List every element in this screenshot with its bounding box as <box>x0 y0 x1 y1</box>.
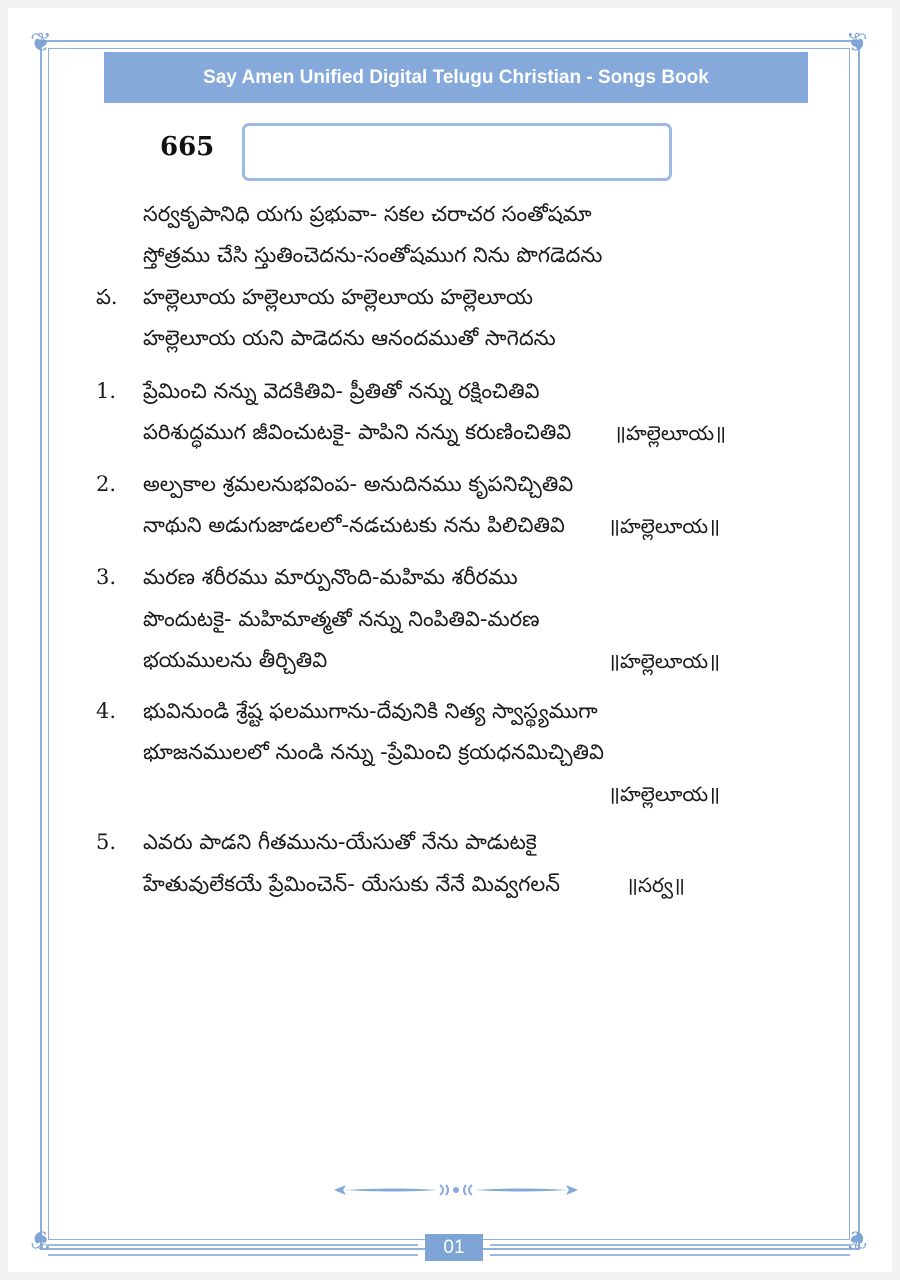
verse-line: పొందుటకై- మహిమాత్మతో నన్ను నింపితివి-మరణ <box>143 607 540 631</box>
verse-line: అల్పకాల శ్రమలనుభవింప- అనుదినము కృపనిచ్చితివి <box>143 472 574 496</box>
chorus-label: ప. <box>96 285 118 309</box>
verse-label: 1. <box>96 379 117 403</box>
footer-divider-ornament-icon <box>334 1182 578 1198</box>
intro-line: సర్వకృపానిధి యగు ప్రభువా- సకల చరాచర సంతోషమా <box>143 202 592 226</box>
verse-line: హేతువులేకయే ప్రేమించెన్- యేసుకు నేనే మివ్వగలన్ <box>143 872 561 896</box>
footer-line <box>490 1244 850 1256</box>
corner-ornament-icon: ❦ <box>846 28 868 58</box>
footer-line <box>48 1244 418 1256</box>
verse-line: మరణ శరీరము మార్పునొంది-మహిమ శరీరము <box>143 565 518 589</box>
corner-ornament-icon: ❦ <box>846 1224 868 1254</box>
verse-label: 5. <box>96 830 117 854</box>
refrain-marker: ॥హల్లెలూయ॥ <box>608 514 721 538</box>
verse-label: 4. <box>96 699 117 723</box>
chorus-line: హల్లెలూయ యని పాడెదను ఆనందముతో సాగెదను <box>143 326 556 350</box>
intro-line: స్తోత్రము చేసి స్తుతించెదను-సంతోషముగ నిను పొగడెదను <box>143 243 603 267</box>
verse-line: భువినుండి శ్రేష్ట ఫలముగాను-దేవునికి నిత్య స్వాస్థ్యముగా <box>143 699 598 723</box>
verse-line: నాథుని అడుగుజాడలలో-నడచుటకు నను పిలిచితివి <box>143 513 565 537</box>
corner-ornament-icon: ❦ <box>30 1224 52 1254</box>
verse-label: 2. <box>96 472 117 496</box>
page-number: 01 <box>425 1234 483 1261</box>
verse-line: పరిశుద్ధముగ జీవించుటకై- పాపిని నన్ను కరుణించితివి <box>143 420 572 444</box>
refrain-marker: ॥హల్లెలూయ॥ <box>608 649 721 673</box>
refrain-marker: ॥హల్లెలూయ॥ <box>608 782 721 806</box>
book-title-header: Say Amen Unified Digital Telugu Christian - Songs Book <box>104 52 808 103</box>
verse-label: 3. <box>96 565 117 589</box>
corner-ornament-icon: ❦ <box>30 28 52 58</box>
song-title-box <box>242 123 672 181</box>
refrain-marker: ॥సర్వ॥ <box>626 873 686 897</box>
song-number: 665 <box>160 132 215 162</box>
verse-line: ఎవరు పాడని గీతమును-యేసుతో నేను పాడుటకై <box>143 830 537 854</box>
verse-line: భూజనములలో నుండి నన్ను -ప్రేమించి క్రయధనమిచ్చితివి <box>143 740 604 764</box>
chorus-line: హల్లెలూయ హల్లెలూయ హల్లెలూయ హల్లెలూయ <box>143 285 534 309</box>
refrain-marker: ॥హల్లెలూయ॥ <box>614 421 727 445</box>
verse-line: ప్రేమించి నన్ను వెదకితివి- ప్రీతితో నన్ను రక్షించితివి <box>143 379 540 403</box>
verse-line: భయములను తీర్చితివి <box>143 648 328 672</box>
page <box>8 8 892 1272</box>
